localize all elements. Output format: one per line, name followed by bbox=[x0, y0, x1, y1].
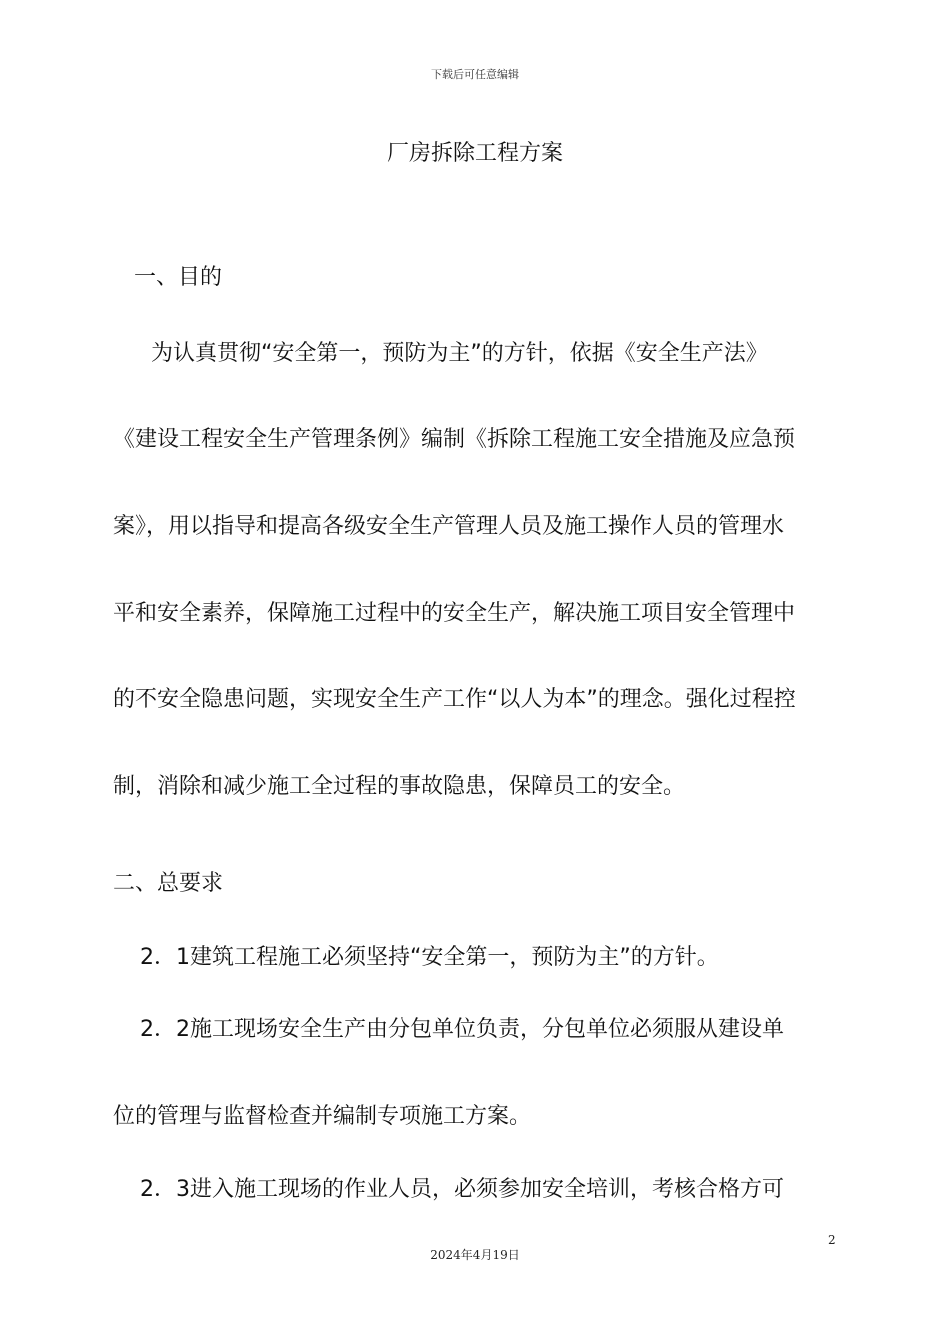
paragraph-line: 为认真贯彻“安全第一，预防为主”的方针，依据《安全生产法》 bbox=[151, 341, 768, 366]
page-number: 2 bbox=[828, 1233, 836, 1247]
paragraph-line: 的不安全隐患问题，实现安全生产工作“以人为本”的理念。强化过程控 bbox=[113, 687, 796, 712]
paragraph-line: 制，消除和减少施工全过程的事故隐患，保障员工的安全。 bbox=[113, 774, 686, 799]
list-item-continuation: 位的管理与监督检查并编制专项施工方案。 bbox=[113, 1104, 532, 1129]
header-note: 下载后可任意编辑 bbox=[431, 68, 519, 81]
list-item: 2．3进入施工现场的作业人员，必须参加安全培训，考核合格方可 bbox=[140, 1177, 784, 1202]
paragraph-line: 案》，用以指导和提高各级安全生产管理人员及施工操作人员的管理水 bbox=[113, 514, 785, 539]
section-heading-requirements: 二、总要求 bbox=[113, 871, 224, 896]
list-item: 2．1建筑工程施工必须坚持“安全第一，预防为主”的方针。 bbox=[140, 945, 719, 970]
paragraph-line: 平和安全素养，保障施工过程中的安全生产，解决施工项目安全管理中 bbox=[113, 601, 796, 626]
list-item: 2．2施工现场安全生产由分包单位负责，分包单位必须服从建设单 bbox=[140, 1017, 784, 1042]
paragraph-line: 《建设工程安全生产管理条例》编制《拆除工程施工安全措施及应急预 bbox=[113, 427, 796, 452]
section-heading-purpose: 一、目的 bbox=[134, 265, 223, 290]
footer-date: 2024年4月19日 bbox=[430, 1248, 520, 1262]
document-title: 厂房拆除工程方案 bbox=[386, 141, 563, 166]
